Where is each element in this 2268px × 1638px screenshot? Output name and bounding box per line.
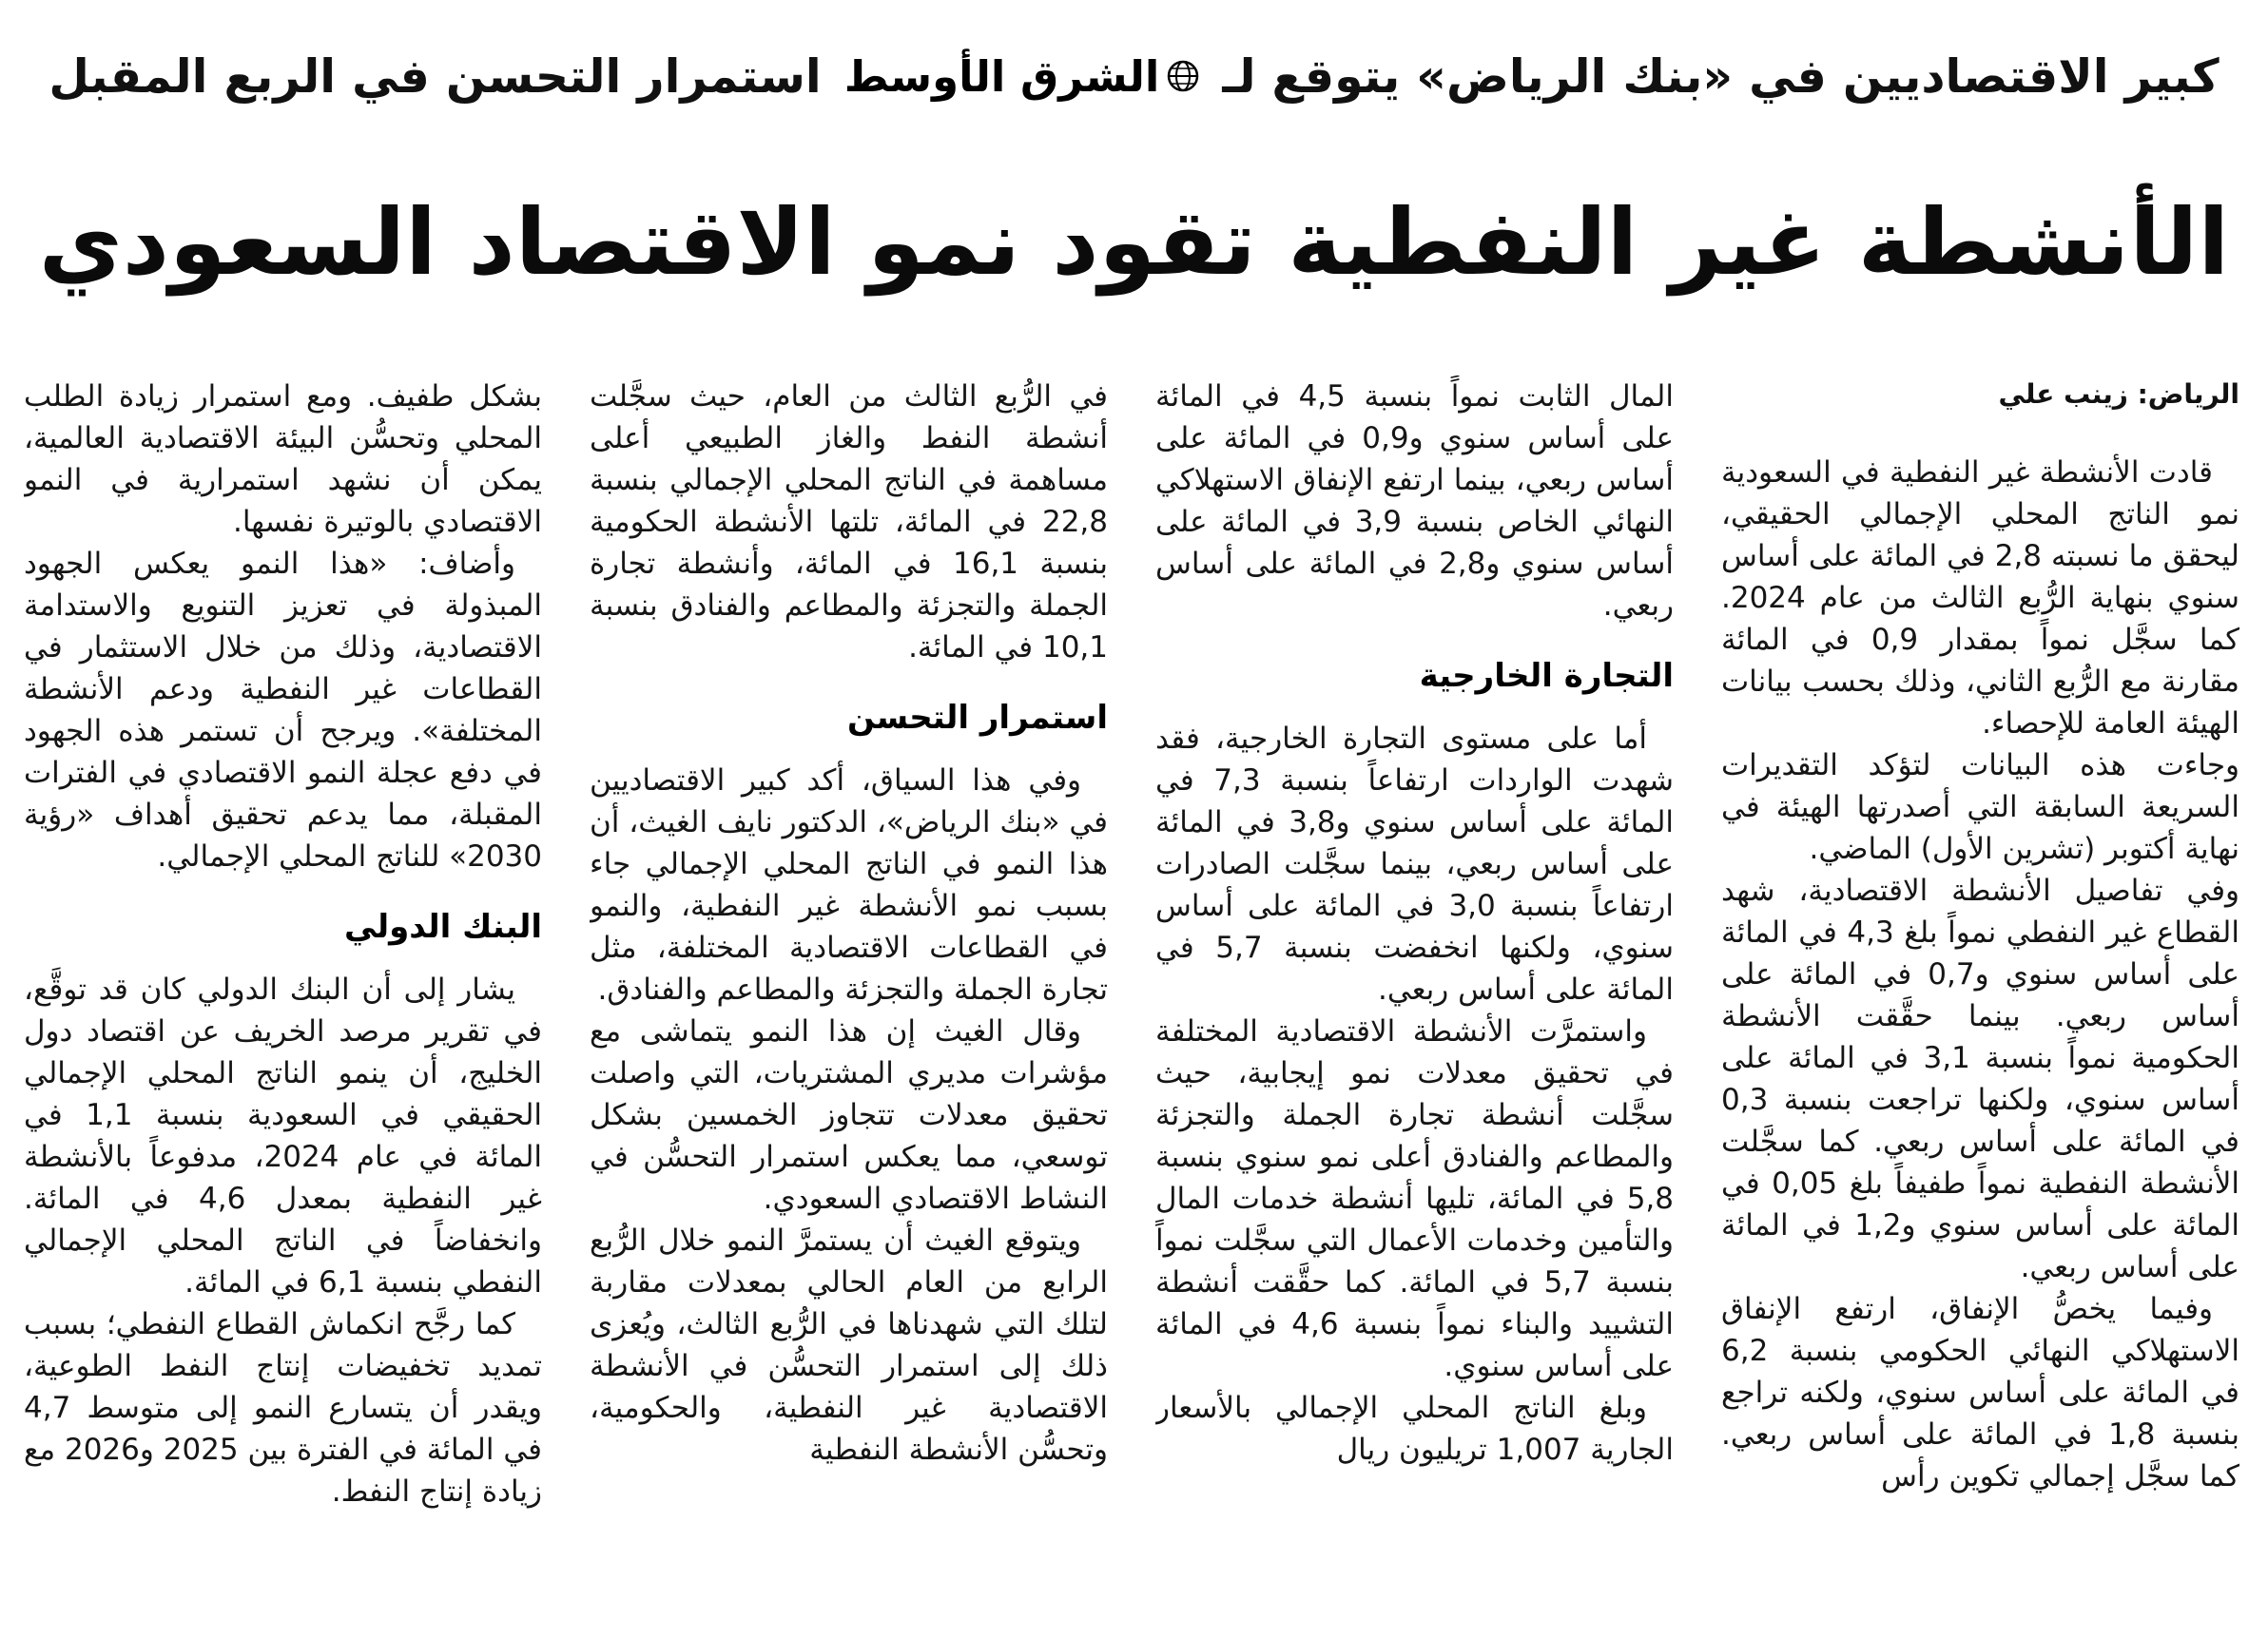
paragraph: في الرُّبع الثالث من العام، حيث سجَّلت أنشطة النفط والغاز الطبيعي أعلى مساهمة في الناتج المحلي الإجمالي بنسبة 22,8 في المائة، تلتها الأنشطة الحكومية بنسبة 16,1 في المائة، وأنشطة تجارة الجملة والتجزئة والمطاعم والفنادق بنسبة 10,1 في المائة. xyxy=(590,379,1108,665)
headline: الأنشطة غير النفطية تقود نمو الاقتصاد السعودي xyxy=(38,189,2230,296)
subhead-continued-improvement: استمرار التحسن xyxy=(847,699,1108,737)
paragraph: وفي هذا السياق، أكد كبير الاقتصاديين في «بنك الرياض»، الدكتور نايف الغيث، أن هذا النمو في الناتج المحلي الإجمالي جاء بسبب نمو الأنشطة غير النفطية، والنمو في القطاعات الاقتصادية المختلفة، مثل تجارة الجملة والتجزئة والمطاعم والفنادق. xyxy=(590,763,1108,1007)
kicker-line xyxy=(38,29,2230,124)
paragraph: وجاءت هذه البيانات لتؤكد التقديرات السريعة السابقة التي أصدرتها الهيئة في نهاية أكتوبر (تشرين الأول) الماضي. xyxy=(1721,748,2239,866)
column-4 xyxy=(24,376,542,1621)
kicker-right: كبير الاقتصاديين في «بنك الرياض» يتوقع لـ xyxy=(1222,48,2220,104)
paragraph: وأضاف: «هذا النمو يعكس الجهود المبذولة في تعزيز التنويع والاستدامة الاقتصادية، وذلك من خلال الاستثمار في القطاعات غير النفطية ودعم الأنشطة المختلفة». ويرجح أن تستمر هذه الجهود في دفع عجلة النمو الاقتصادي في الفترات المقبلة، مما يدعم تحقيق أهداف «رؤية 2030» للناتج المحلي الإجمالي. xyxy=(24,547,542,874)
paragraph: وفي تفاصيل الأنشطة الاقتصادية، شهد القطاع غير النفطي نمواً بلغ 4,3 في المائة على أساس سنوي و0,7 في المائة على أساس ربعي. بينما حقَّقت الأنشطة الحكومية نمواً بنسبة 3,1 في المائة على أساس سنوي، ولكنها تراجعت بنسبة 0,3 في المائة على أساس ربعي. كما سجَّلت الأنشطة النفطية نمواً طفيفاً بلغ 0,05 في المائة على أساس سنوي و1,2 في المائة على أساس ربعي. xyxy=(1721,874,2239,1284)
paragraph: وقال الغيث إن هذا النمو يتماشى مع مؤشرات مديري المشتريات، التي واصلت تحقيق معدلات تتجاوز الخمسين بشكل توسعي، مما يعكس استمرار التحسُّن في النشاط الاقتصادي السعودي. xyxy=(590,1014,1108,1216)
masthead-logo xyxy=(843,50,1200,102)
paragraph: كما رجَّح انكماش القطاع النفطي؛ بسبب تمديد تخفيضات إنتاج النفط الطوعية، ويقدر أن يتسارع النمو إلى متوسط 4,7 في المائة في الفترة بين 2025 و2026 مع زيادة إنتاج النفط. xyxy=(24,1307,542,1509)
paragraph: قادت الأنشطة غير النفطية في السعودية نمو الناتج المحلي الإجمالي الحقيقي، ليحقق ما نسبته 2,8 في المائة على أساس سنوي بنهاية الرُّبع الثالث من عام 2024. كما سجَّل نمواً بمقدار 0,9 في المائة مقارنة مع الرُّبع الثاني، وذلك بحسب بيانات الهيئة العامة للإحصاء. xyxy=(1721,455,2239,741)
paragraph: واستمرَّت الأنشطة الاقتصادية المختلفة في تحقيق معدلات نمو إيجابية، حيث سجَّلت أنشطة تجارة الجملة والتجزئة والمطاعم والفنادق أعلى نمو سنوي بنسبة 5,8 في المائة، تليها أنشطة خدمات المال والتأمين وخدمات الأعمال التي سجَّلت نمواً بنسبة 5,7 في المائة. كما حقَّقت أنشطة التشييد والبناء نمواً بنسبة 4,6 في المائة على أساس سنوي. xyxy=(1155,1014,1674,1383)
kicker-left: استمرار التحسن في الربع المقبل xyxy=(48,48,822,104)
column-1 xyxy=(1721,376,2239,1621)
paragraph: بشكل طفيف. ومع استمرار زيادة الطلب المحلي وتحسُّن البيئة الاقتصادية العالمية، يمكن أن نشهد استمرارية في النمو الاقتصادي بالوتيرة نفسها. xyxy=(24,379,542,539)
paragraph: أما على مستوى التجارة الخارجية، فقد شهدت الواردات ارتفاعاً بنسبة 7,3 في المائة على أساس سنوي و3,8 في المائة على أساس ربعي، بينما سجَّلت الصادرات ارتفاعاً بنسبة 3,0 في المائة على أساس سنوي، ولكنها انخفضت بنسبة 5,7 في المائة على أساس ربعي. xyxy=(1155,722,1674,1007)
column-3 xyxy=(590,376,1108,1621)
masthead-name: الشرق الأوسط xyxy=(843,50,1160,102)
column-2 xyxy=(1155,376,1674,1621)
globe-icon xyxy=(1167,60,1199,92)
byline: الرياض: زينب علي xyxy=(1998,378,2239,410)
paragraph: وبلغ الناتج المحلي الإجمالي بالأسعار الجارية 1,007 تريليون ريال xyxy=(1155,1391,1674,1467)
paragraph: المال الثابت نمواً بنسبة 4,5 في المائة على أساس سنوي و0,9 في المائة على أساس ربعي، بينما ارتفع الإنفاق الاستهلاكي النهائي الخاص بنسبة 3,9 في المائة على أساس سنوي و2,8 في المائة على أساس ربعي. xyxy=(1155,379,1674,623)
paragraph: يشار إلى أن البنك الدولي كان قد توقَّع، في تقرير مرصد الخريف عن اقتصاد دول الخليج، أن ينمو الناتج المحلي الإجمالي الحقيقي في السعودية بنسبة 1,1 في المائة في عام 2024، مدفوعاً بالأنشطة غير النفطية بمعدل 4,6 في المائة. وانخفاضاً في الناتج المحلي الإجمالي النفطي بنسبة 6,1 في المائة. xyxy=(24,973,542,1300)
subhead-world-bank: البنك الدولي xyxy=(343,908,542,946)
article-columns xyxy=(24,376,2239,1611)
paragraph: وفيما يخصُّ الإنفاق، ارتفع الإنفاق الاستهلاكي النهائي الحكومي بنسبة 6,2 في المائة على أساس سنوي، ولكنه تراجع بنسبة 1,8 في المائة على أساس ربعي. كما سجَّل إجمالي تكوين رأس xyxy=(1721,1292,2239,1493)
subhead-foreign-trade: التجارة الخارجية xyxy=(1419,657,1674,695)
paragraph: ويتوقع الغيث أن يستمرَّ النمو خلال الرُّبع الرابع من العام الحالي بمعدلات مقاربة لتلك التي شهدناها في الرُّبع الثالث، ويُعزى ذلك إلى استمرار التحسُّن في الأنشطة الاقتصادية غير النفطية، والحكومية، وتحسُّن الأنشطة النفطية xyxy=(590,1224,1108,1467)
